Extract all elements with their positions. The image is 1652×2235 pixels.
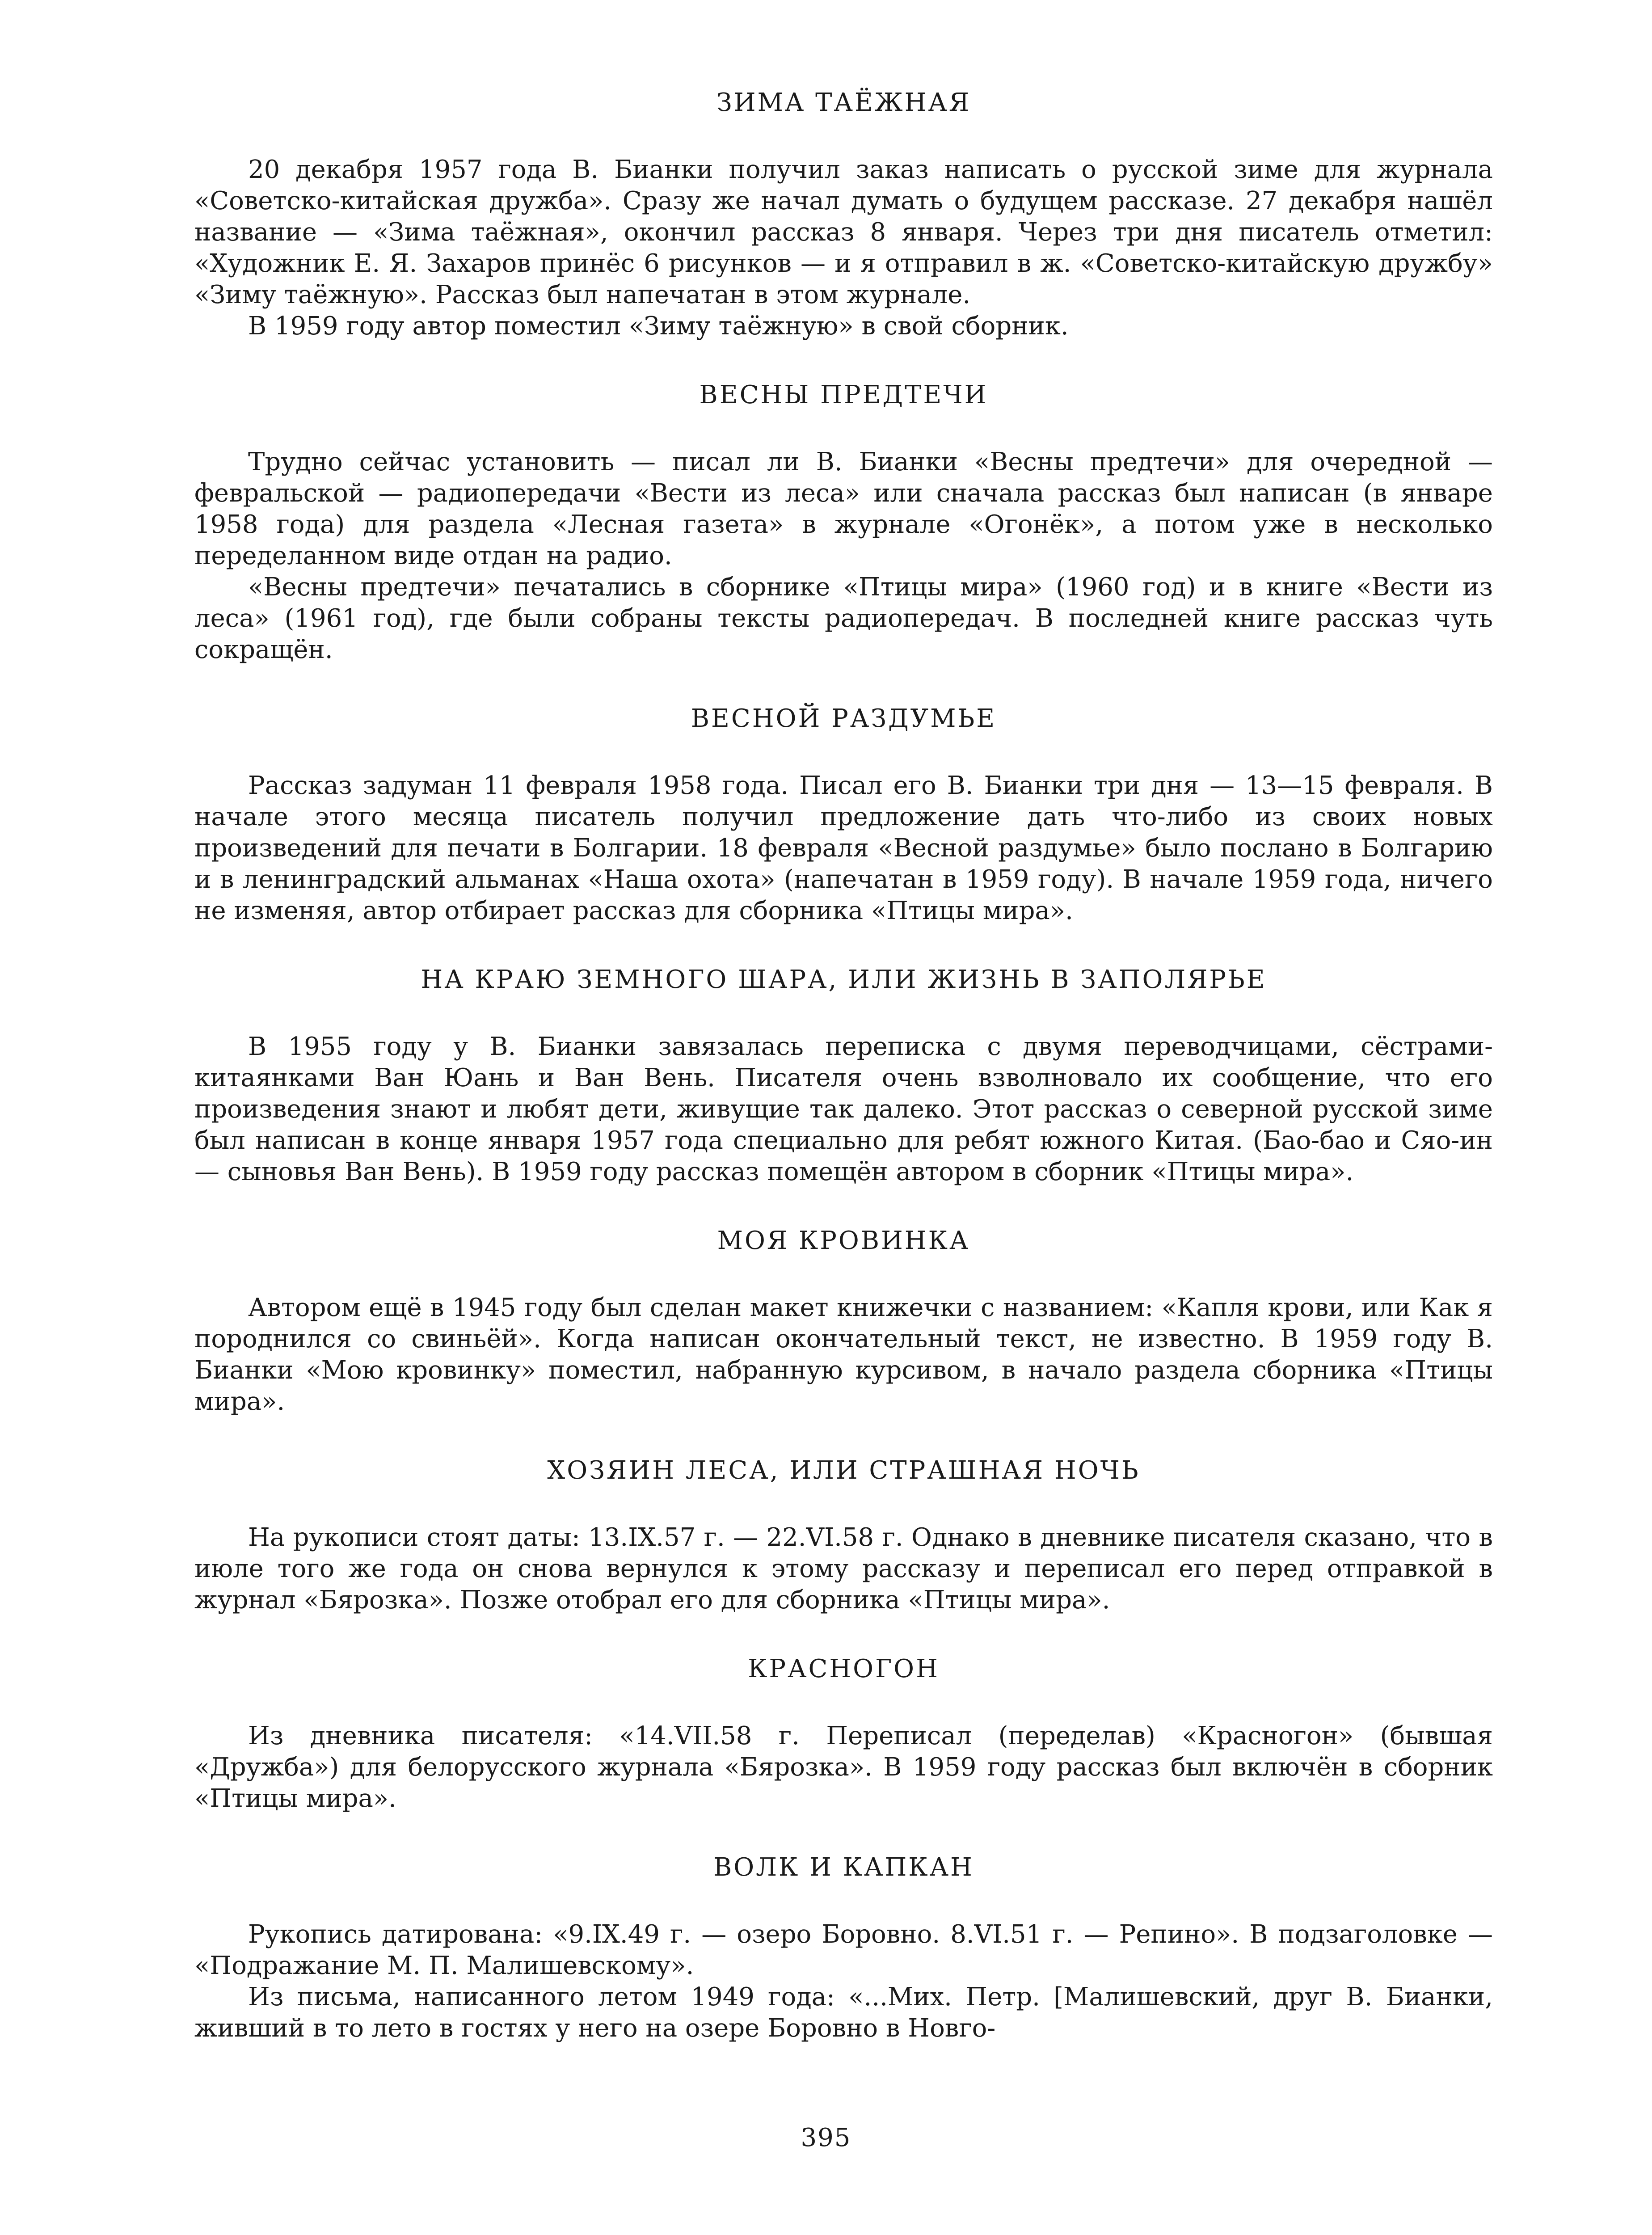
section-title: ВЕСНОЙ РАЗДУМЬЕ [691,704,997,733]
page-body [194,87,1493,2044]
paragraph: Из письма, написанного летом 1949 года: «...Мих. Петр. [Малишевский, друг В. Бианки, живший в то лето в гостях у него на озере Боровно в Новго- [194,1982,1493,2043]
section-title: НА КРАЮ ЗЕМНОГО ШАРА, ИЛИ ЖИЗНЬ В ЗАПОЛЯРЬЕ [421,965,1267,994]
section-vesny-predtechi [194,380,1493,666]
section-vesnoy-razdumye [194,703,1493,927]
paragraph: В 1959 году автор поместил «Зиму таёжную» в свой сборник. [248,312,1069,341]
section-title: МОЯ КРОВИНКА [717,1226,970,1255]
paragraph: Автором ещё в 1945 году был сделан макет книжечки с названием: «Капля крови, или Как я породнился со свиньёй». Когда написан окончательный текст, не известно. В 1959 году В. Бианки «Мою кровинку» поместил, набранную курсивом, в начало раздела сборника «Птицы мира». [194,1293,1493,1416]
section-moya-krovinka [194,1225,1493,1417]
paragraph: 20 декабря 1957 года В. Бианки получил заказ написать о русской зиме для журнала «Советско-китайская дружба». Сразу же начал думать о будущем рассказе. 27 декабря нашёл название — «Зима таёжная», окончил рассказ 8 января. Через три дня писатель отметил: «Художник Е. Я. Захаров принёс 6 рисунков — и я отправил в ж. «Советско-китайскую дружбу» «Зиму таёжную». Рассказ был напечатан в этом журнале. [194,155,1493,309]
paragraph: «Весны предтечи» печатались в сборнике «Птицы мира» (1960 год) и в книге «Вести из леса» (1961 год), где были собраны тексты радиопередач. В последней книге рассказ чуть сокращён. [194,573,1493,664]
page-number: 395 [801,2123,851,2152]
paragraph: Из дневника писателя: «14.VII.58 г. Переписал (переделав) «Красногон» (бывшая «Дружба») для белорусского журнала «Бярозка». В 1959 году рассказ был включён в сборник «Птицы мира». [194,1721,1493,1813]
section-zima-tayozhnaya [194,87,1493,342]
section-khozyain-lesa [194,1455,1493,1616]
section-volk-i-kapkan [194,1852,1493,2044]
section-title: ХОЗЯИН ЛЕСА, ИЛИ СТРАШНАЯ НОЧЬ [547,1456,1140,1485]
section-title: КРАСНОГОН [748,1654,940,1683]
paragraph: Рассказ задуман 11 февраля 1958 года. Писал его В. Бианки три дня — 13—15 февраля. В начале этого месяца писатель получил предложение дать что-либо из своих новых произведений для печати в Болгарии. 18 февраля «Весной раздумье» было послано в Болгарию и в ленинградский альманах «Наша охота» (напечатан в 1959 году). В начале 1959 года, ничего не изменяя, автор отбирает рассказ для сборника «Птицы мира». [194,771,1493,925]
paragraph: Трудно сейчас установить — писал ли В. Бианки «Весны предтечи» для очередной — февральской — радиопередачи «Вести из леса» или сначала рассказ был написан (в январе 1958 года) для раздела «Лесная газета» в журнале «Огонёк», а потом уже в несколько переделанном виде отдан на радио. [194,447,1493,570]
paragraph: На рукописи стоят даты: 13.IX.57 г. — 22.VI.58 г. Однако в дневнике писателя сказано, что в июле того же года он снова вернулся к этому рассказу и переписал его перед отправкой в журнал «Бярозка». Позже отобрал его для сборника «Птицы мира». [194,1523,1493,1615]
section-krasnogon [194,1653,1493,1814]
section-title: ВОЛК И КАПКАН [713,1853,974,1882]
section-title: ВЕСНЫ ПРЕДТЕЧИ [699,380,988,409]
paragraph: В 1955 году у В. Бианки завязалась переписка с двумя переводчицами, сёстрами-китаянками Ван Юань и Ван Вень. Писателя очень взволновало их сообщение, что его произведения знают и любят дети, живущие так далеко. Этот рассказ о северной русской зиме был написан в конце января 1957 года специально для ребят южного Китая. (Бао-бао и Сяо-ин — сыновья Ван Вень). В 1959 году рассказ помещён автором в сборник «Птицы мира». [194,1032,1493,1186]
section-na-krayu-zemnogo-shara [194,964,1493,1188]
paragraph: Рукопись датирована: «9.IX.49 г. — озеро Боровно. 8.VI.51 г. — Репино». В подзаголовке — «Подражание М. П. Малишевскому». [194,1920,1493,1980]
section-title: ЗИМА ТАЁЖНАЯ [716,88,971,117]
